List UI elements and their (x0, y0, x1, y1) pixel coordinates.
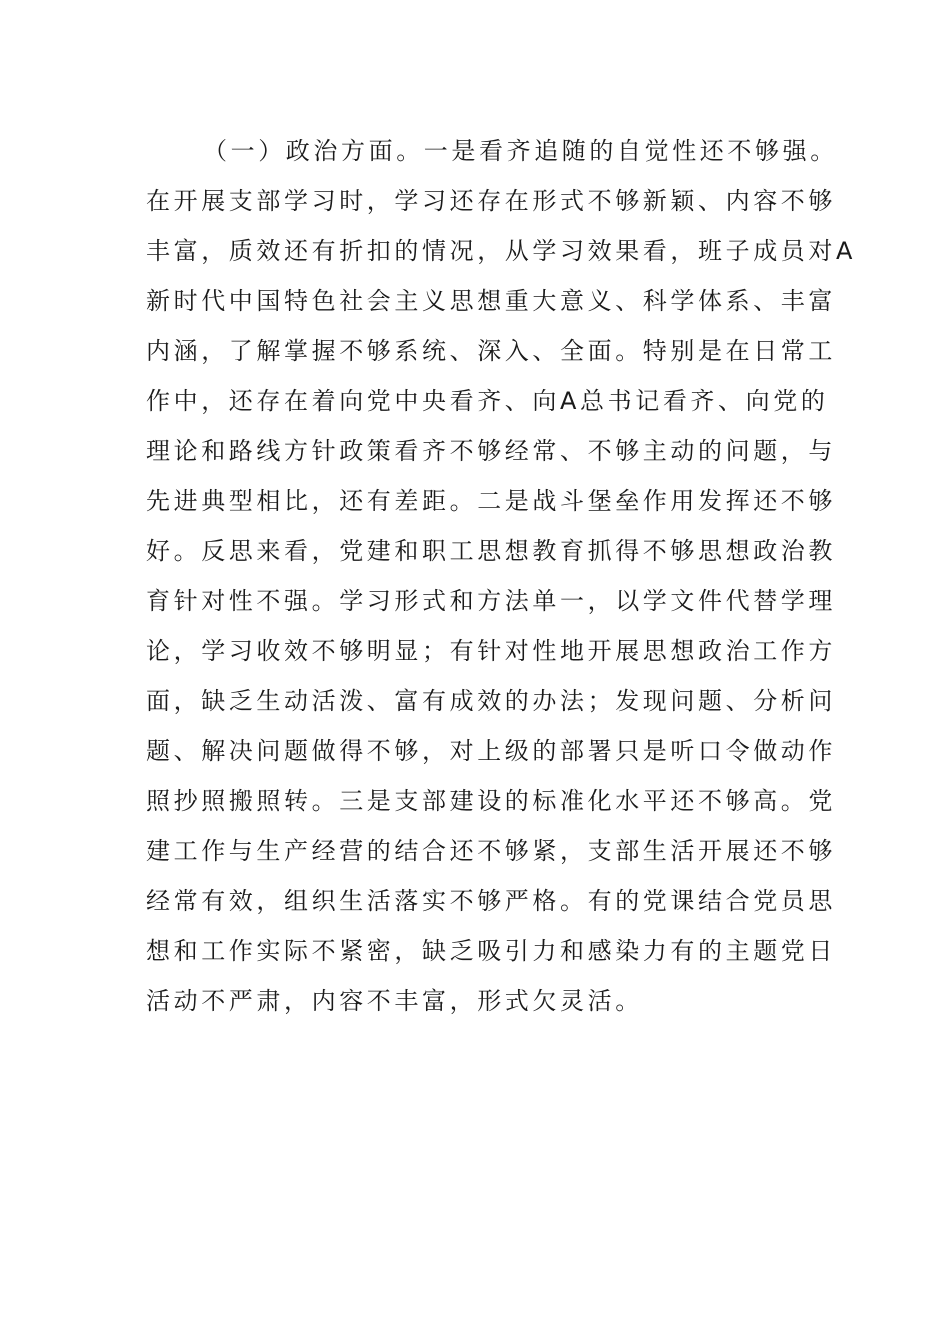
paragraph-line: 建工作与生产经营的结合还不够紧，支部生活开展还不够 (146, 837, 836, 865)
paragraph-line: 丰富，质效还有折扣的情况，从学习效果看，班子成员对A (146, 237, 857, 265)
paragraph-line: 理论和路线方针政策看齐不够经常、不够主动的问题，与 (146, 437, 836, 465)
paragraph-line: 内涵，了解掌握不够系统、深入、全面。特别是在日常工 (146, 337, 836, 365)
paragraph-line: 想和工作实际不紧密，缺乏吸引力和感染力有的主题党日 (146, 937, 836, 965)
paragraph-line: 题、解决问题做得不够，对上级的部署只是听口令做动作 (146, 737, 836, 765)
paragraph-line: 好。反思来看，党建和职工思想教育抓得不够思想政治教 (146, 537, 836, 565)
paragraph-line: 照抄照搬照转。三是支部建设的标准化水平还不够高。党 (146, 787, 836, 815)
paragraph-line: 先进典型相比，还有差距。二是战斗堡垒作用发挥还不够 (146, 487, 836, 515)
paragraph-line: 论，学习收效不够明显；有针对性地开展思想政治工作方 (146, 637, 836, 665)
paragraph-line: 活动不严肃，内容不丰富，形式欠灵活。 (146, 987, 643, 1015)
paragraph-line: 面，缺乏生动活泼、富有成效的办法；发现问题、分析问 (146, 687, 836, 715)
paragraph-line: 新时代中国特色社会主义思想重大意义、科学体系、丰富 (146, 287, 836, 315)
paragraph-line: 育针对性不强。学习形式和方法单一，以学文件代替学理 (146, 587, 836, 615)
paragraph-line: 经常有效，组织生活落实不够严格。有的党课结合党员思 (146, 887, 836, 915)
paragraph-line: 在开展支部学习时，学习还存在形式不够新颖、内容不够 (146, 187, 836, 215)
paragraph-line: （一）政治方面。一是看齐追随的自觉性还不够强。 (203, 137, 838, 165)
paragraph-line: 作中，还存在着向党中央看齐、向A总书记看齐、向党的 (146, 387, 829, 415)
body-paragraph (146, 126, 857, 1026)
